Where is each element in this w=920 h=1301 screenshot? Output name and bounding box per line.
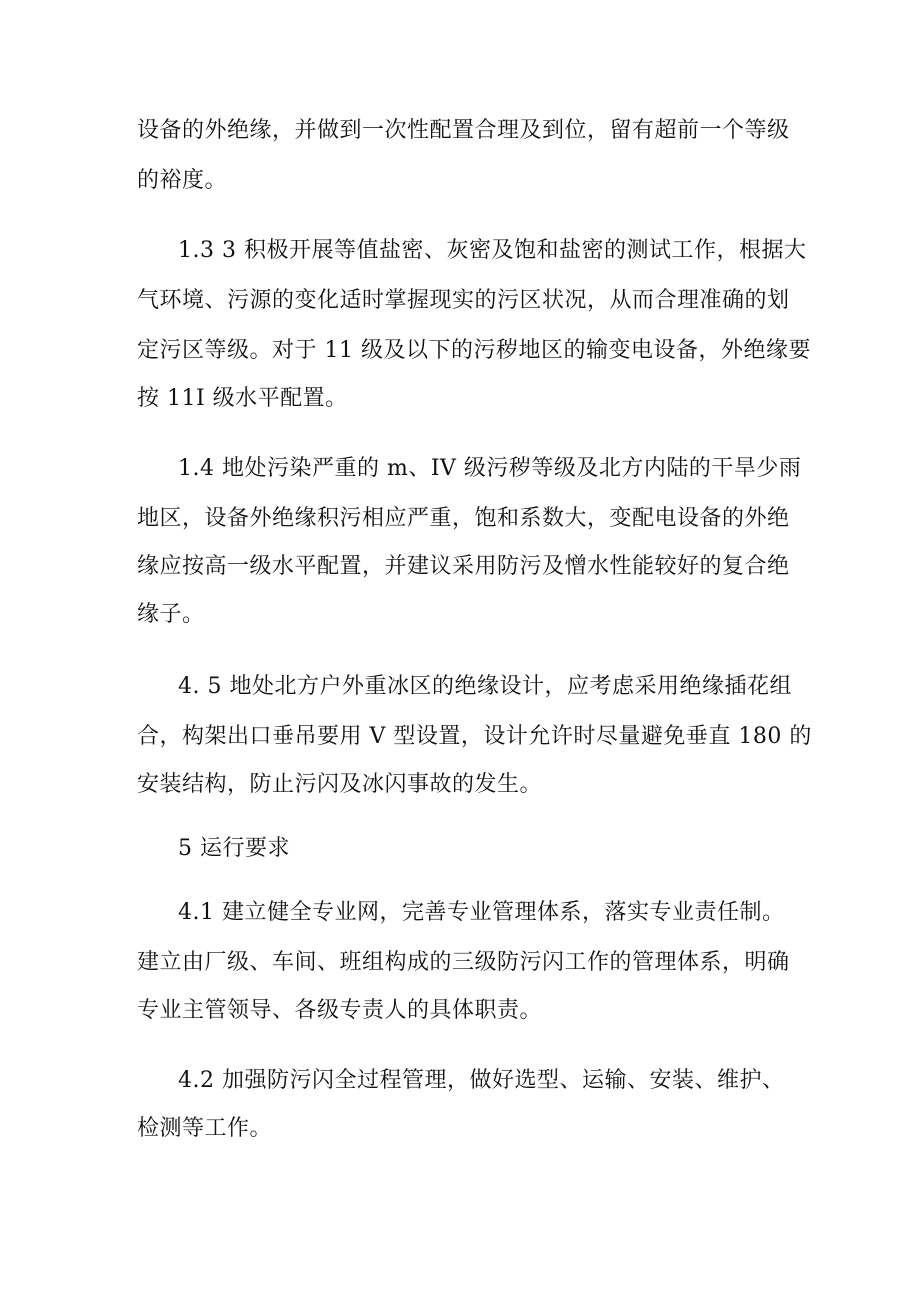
text-line-17: 专业主管领导、各级专责人的具体职责。 (137, 998, 543, 1023)
text-line-1: 设备的外绝缘，并做到一次性配置合理及到位，留有超前一个等级 (137, 118, 790, 143)
text-line-11: 4. 5 地处北方户外重冰区的绝缘设计，应考虑采用绝缘插花组 (178, 674, 792, 699)
text-line-8: 地区，设备外绝缘积污相应严重，饱和系数大，变配电设备的外绝 (137, 506, 790, 531)
text-line-2: 的裕度。 (137, 168, 228, 193)
text-line-18: 4.2 加强防污闪全过程管理，做好选型、运输、安装、维护、 (178, 1068, 785, 1093)
text-line-7: 1.4 地处污染严重的 m、IV 级污秽等级及北方内陆的干旱少雨 (178, 456, 802, 481)
text-line-12: 合，构架出口垂吊要用 V 型设置，设计允许时尽量避免垂直 180 的 (137, 724, 812, 749)
text-line-3: 1.3 3 积极开展等值盐密、灰密及饱和盐密的测试工作，根据大 (178, 238, 807, 263)
text-line-19: 检测等工作。 (137, 1116, 273, 1141)
text-line-5: 定污区等级。对于 11 级及以下的污秽地区的输变电设备，外绝缘要 (137, 338, 811, 363)
text-line-4: 气环境、污源的变化适时掌握现实的污区状况，从而合理准确的划 (137, 288, 790, 313)
section-heading: 5 运行要求 (178, 836, 290, 861)
text-line-15: 4.1 建立健全专业网，完善专业管理体系，落实专业责任制。 (178, 900, 785, 925)
text-line-6: 按 11I 级水平配置。 (137, 386, 348, 411)
text-line-13: 安装结构，防止污闪及冰闪事故的发生。 (137, 772, 543, 797)
text-line-9: 缘应按高一级水平配置，并建议采用防污及憎水性能较好的复合绝 (137, 554, 790, 579)
text-line-10: 缘子。 (137, 602, 205, 627)
text-line-16: 建立由厂级、车间、班组构成的三级防污闪工作的管理体系，明确 (137, 950, 790, 975)
